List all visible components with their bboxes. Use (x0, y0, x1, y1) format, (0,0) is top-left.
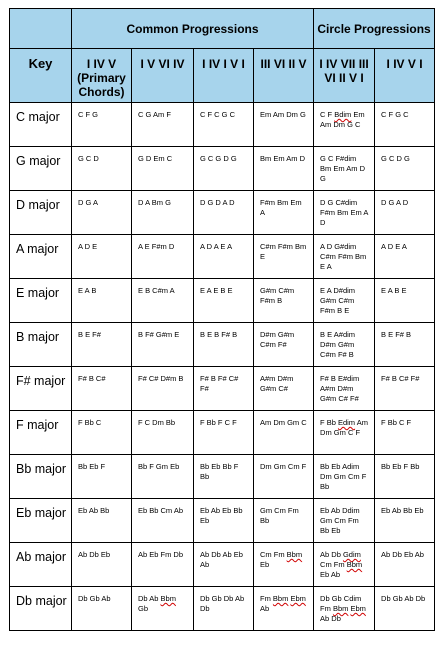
chord-cell-i-iv-i-v-i: Ab Db Ab Eb Ab (194, 543, 254, 587)
chord-cell-i-iv-i-v-i: Bb Eb Bb F Bb (194, 455, 254, 499)
table-row (10, 455, 435, 499)
chord-cell-iii-vi-ii-v: A#m D#m G#m C# (254, 367, 314, 411)
column-header-i-v-vi-iv: I V VI IV (132, 49, 194, 103)
column-header-iii-vi-ii-v: III VI II V (254, 49, 314, 103)
chord-progression-document (9, 8, 435, 631)
chord-cell-i-v-vi-iv: E B C#m A (132, 279, 194, 323)
spellcheck-flag: Bbm (286, 550, 303, 559)
chord-cell-primary-chords: Bb Eb F (72, 455, 132, 499)
chord-cell-circle-long: Bb Eb Adim Dm Gm Cm F Bb (314, 455, 375, 499)
chord-cell-i-v-vi-iv: F C Dm Bb (132, 411, 194, 455)
chord-cell-i-iv-v-i: E A B E (375, 279, 435, 323)
table-row (10, 279, 435, 323)
key-cell: C major (10, 103, 72, 147)
chord-cell-circle-long: Eb Ab Ddim Gm Cm Fm Bb Eb (314, 499, 375, 543)
chord-cell-i-v-vi-iv: Db Ab Bbm Gb (132, 587, 194, 631)
chord-cell-i-iv-v-i: F# B C# F# (375, 367, 435, 411)
chord-cell-i-iv-v-i: B E F# B (375, 323, 435, 367)
chord-progression-table (9, 8, 435, 631)
chord-cell-i-v-vi-iv: Eb Bb Cm Ab (132, 499, 194, 543)
spellcheck-flag: Bbm (346, 560, 363, 569)
column-header-circle-long: I IV VII III VI II V I (314, 49, 375, 103)
chord-cell-iii-vi-ii-v: Cm Fm Bbm Eb (254, 543, 314, 587)
chord-cell-primary-chords: Eb Ab Bb (72, 499, 132, 543)
chord-cell-circle-long: A D G#dim C#m F#m Bm E A (314, 235, 375, 279)
chord-cell-i-v-vi-iv: F# C# D#m B (132, 367, 194, 411)
chord-cell-i-iv-v-i: A D E A (375, 235, 435, 279)
chord-cell-iii-vi-ii-v: Gm Cm Fm Bb (254, 499, 314, 543)
chord-cell-circle-long: G C F#dim Bm Em Am D G (314, 147, 375, 191)
chord-cell-primary-chords: Db Gb Ab (72, 587, 132, 631)
chord-cell-iii-vi-ii-v: Dm Gm Cm F (254, 455, 314, 499)
chord-cell-i-v-vi-iv: G D Em C (132, 147, 194, 191)
chord-cell-primary-chords: E A B (72, 279, 132, 323)
chord-cell-i-v-vi-iv: D A Bm G (132, 191, 194, 235)
key-cell: F# major (10, 367, 72, 411)
chord-cell-circle-long: Db Gb Cdim Fm Bbm Ebm Ab Db (314, 587, 375, 631)
table-row (10, 587, 435, 631)
table-row (10, 235, 435, 279)
chord-cell-iii-vi-ii-v: Bm Em Am D (254, 147, 314, 191)
chord-cell-i-iv-i-v-i: F Bb F C F (194, 411, 254, 455)
circle-progressions-header: Circle Progressions (314, 9, 435, 49)
chord-cell-iii-vi-ii-v: C#m F#m Bm E (254, 235, 314, 279)
chord-cell-circle-long: D G C#dim F#m Bm Em A D (314, 191, 375, 235)
spellcheck-flag: Bbm (160, 594, 176, 603)
chord-cell-i-iv-i-v-i: A D A E A (194, 235, 254, 279)
spellcheck-flag: Bbm (332, 604, 349, 613)
key-cell: D major (10, 191, 72, 235)
key-column-header: Key (10, 49, 72, 103)
chord-cell-i-iv-i-v-i: Eb Ab Eb Bb Eb (194, 499, 254, 543)
chord-cell-i-v-vi-iv: Ab Eb Fm Db (132, 543, 194, 587)
spellcheck-flag: Edim (337, 418, 356, 427)
table-row (10, 103, 435, 147)
chord-cell-i-iv-i-v-i: B E B F# B (194, 323, 254, 367)
chord-cell-i-v-vi-iv: A E F#m D (132, 235, 194, 279)
chord-cell-primary-chords: D G A (72, 191, 132, 235)
key-cell: Db major (10, 587, 72, 631)
table-row (10, 367, 435, 411)
spellcheck-flag: Ebm (290, 594, 306, 603)
chord-cell-iii-vi-ii-v: F#m Bm Em A (254, 191, 314, 235)
column-header-i-iv-v-i: I IV V I (375, 49, 435, 103)
chord-cell-i-iv-v-i: Bb Eb F Bb (375, 455, 435, 499)
table-row (10, 411, 435, 455)
chord-cell-i-iv-v-i: G C D G (375, 147, 435, 191)
chord-cell-i-v-vi-iv: Bb F Gm Eb (132, 455, 194, 499)
key-cell: Ab major (10, 543, 72, 587)
chord-cell-iii-vi-ii-v: Am Dm Gm C (254, 411, 314, 455)
chord-cell-iii-vi-ii-v: Fm Bbm Ebm Ab (254, 587, 314, 631)
chord-cell-primary-chords: F# B C# (72, 367, 132, 411)
chord-cell-i-iv-v-i: Db Gb Ab Db (375, 587, 435, 631)
spellcheck-flag: Bbm (272, 594, 289, 603)
chord-cell-iii-vi-ii-v: D#m G#m C#m F# (254, 323, 314, 367)
table-row (10, 147, 435, 191)
chord-cell-i-v-vi-iv: B F# G#m E (132, 323, 194, 367)
header-corner-cell (10, 9, 72, 49)
key-cell: Eb major (10, 499, 72, 543)
chord-cell-iii-vi-ii-v: G#m C#m F#m B (254, 279, 314, 323)
chord-cell-circle-long: C F Bdim Em Am Dm G C (314, 103, 375, 147)
column-header-i-iv-i-v-i: I IV I V I (194, 49, 254, 103)
chord-cell-i-iv-i-v-i: G C G D G (194, 147, 254, 191)
chord-cell-i-iv-v-i: Ab Db Eb Ab (375, 543, 435, 587)
chord-cell-i-v-vi-iv: C G Am F (132, 103, 194, 147)
common-progressions-header: Common Progressions (72, 9, 314, 49)
chord-cell-primary-chords: G C D (72, 147, 132, 191)
chord-cell-primary-chords: B E F# (72, 323, 132, 367)
chord-cell-i-iv-v-i: C F G C (375, 103, 435, 147)
key-cell: F major (10, 411, 72, 455)
spellcheck-flag: Ebm (350, 604, 366, 613)
chord-cell-circle-long: F# B E#dim A#m D#m G#m C# F# (314, 367, 375, 411)
chord-cell-primary-chords: Ab Db Eb (72, 543, 132, 587)
spellcheck-flag: Gdim (342, 550, 361, 559)
key-cell: E major (10, 279, 72, 323)
chord-cell-primary-chords: F Bb C (72, 411, 132, 455)
table-row (10, 323, 435, 367)
chord-cell-i-iv-i-v-i: Db Gb Db Ab Db (194, 587, 254, 631)
key-cell: B major (10, 323, 72, 367)
chord-cell-iii-vi-ii-v: Em Am Dm G (254, 103, 314, 147)
table-row (10, 499, 435, 543)
chord-cell-circle-long: Ab Db Gdim Cm Fm Bbm Eb Ab (314, 543, 375, 587)
spellcheck-flag: Bdim (334, 110, 352, 119)
chord-cell-i-iv-i-v-i: C F C G C (194, 103, 254, 147)
table-row (10, 543, 435, 587)
chord-cell-circle-long: E A D#dim G#m C#m F#m B E (314, 279, 375, 323)
chord-cell-i-iv-i-v-i: D G D A D (194, 191, 254, 235)
key-cell: G major (10, 147, 72, 191)
key-cell: A major (10, 235, 72, 279)
chord-cell-i-iv-i-v-i: F# B F# C# F# (194, 367, 254, 411)
chord-cell-i-iv-v-i: Eb Ab Bb Eb (375, 499, 435, 543)
chord-cell-primary-chords: A D E (72, 235, 132, 279)
table-row (10, 191, 435, 235)
chord-cell-i-iv-i-v-i: E A E B E (194, 279, 254, 323)
key-cell: Bb major (10, 455, 72, 499)
chord-cell-i-iv-v-i: F Bb C F (375, 411, 435, 455)
chord-cell-circle-long: F Bb Edim Am Dm Gm C F (314, 411, 375, 455)
chord-cell-primary-chords: C F G (72, 103, 132, 147)
column-header-primary-chords: I IV V (Primary Chords) (72, 49, 132, 103)
chord-cell-circle-long: B E A#dim D#m G#m C#m F# B (314, 323, 375, 367)
chord-cell-i-iv-v-i: D G A D (375, 191, 435, 235)
